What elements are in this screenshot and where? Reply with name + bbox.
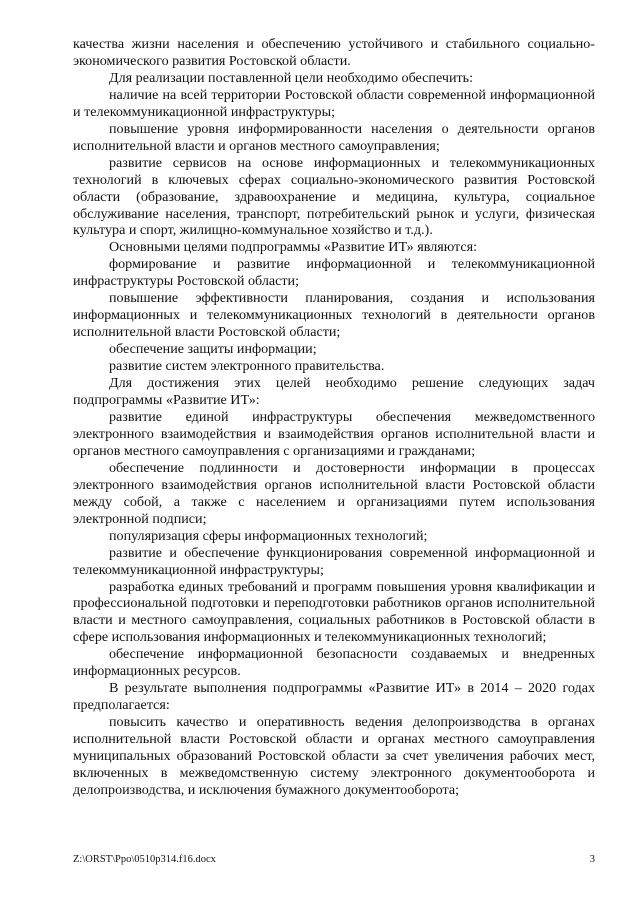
list-item: обеспечение информационной безопасности создаваемых и внедренных информационных ресурсов.	[73, 646, 595, 680]
page-number: 3	[589, 854, 595, 865]
list-item: повышение уровня информированности населения о деятельности органов исполнительной власти и органов местного самоуправления;	[73, 120, 595, 154]
list-item: формирование и развитие информационной и телекоммуникационной инфраструктуры Ростовской области;	[73, 256, 595, 290]
paragraph: В результате выполнения подпрограммы «Развитие ИТ» в 2014 – 2020 годах предполагается:	[73, 680, 595, 714]
paragraph-continuation: качества жизни населения и обеспечению устойчивого и стабильного социально-экономического развития Ростовской области.	[73, 36, 595, 69]
list-item: обеспечение подлинности и достоверности информации в процессах электронного взаимодействия органов исполнительной власти Ростовской области между собой, а также с населением и организациями путем использования электронной подписи;	[73, 459, 595, 527]
list-item: повышение эффективности планирования, создания и использования информационных и телекоммуникационных технологий в деятельности органов исполнительной власти Ростовской области;	[73, 290, 595, 341]
list-item: популяризация сферы информационных технологий;	[109, 527, 428, 544]
list-item: развитие систем электронного правительства.	[109, 358, 385, 375]
paragraph: Для реализации поставленной цели необходимо обеспечить:	[109, 69, 473, 86]
list-item: повысить качество и оперативность ведения делопроизводства в органах исполнительной власти Ростовской области и органах местного самоуправления муниципальных образований Ростовской области за счет увеличения рабочих мест, включенных в межведомственную систему электронного документооборота и делопроизводства, и исключения бумажного документооборота;	[73, 714, 595, 798]
document-body	[73, 36, 595, 799]
list-item: развитие сервисов на основе информационных и телекоммуникационных технологий в ключевых сферах социально-экономического развития Ростовской области (образование, здравоохранение и медицина, культура, социальное обслуживание населения, транспорт, потребительский рынок и услуги, физическая культура и спорт, жилищно-коммунальное хозяйство и т.д.).	[73, 154, 595, 239]
list-item: разработка единых требований и программ повышения уровня квалификации и профессиональной подготовки и переподготовки работников органов исполнительной власти и местного самоуправления, социальных работников в Ростовской области в сфере использования информационных и телекоммуникационных технологий;	[73, 578, 595, 646]
list-item: наличие на всей территории Ростовской области современной информационной и телекоммуникационной инфраструктуры;	[73, 86, 595, 120]
list-item: развитие единой инфраструктуры обеспечения межведомственного электронного взаимодействия и взаимодействия органов исполнительной власти и органов местного самоуправления с организациями и гражданами;	[73, 408, 595, 459]
paragraph: Основными целями подпрограммы «Развитие ИТ» являются:	[109, 239, 478, 256]
list-item: развитие и обеспечение функционирования современной информационной и телекоммуникационной инфраструктуры;	[73, 544, 595, 578]
paragraph: Для достижения этих целей необходимо решение следующих задач подпрограммы «Развитие ИТ»:	[73, 375, 595, 409]
footer-file-path: Z:\ORST\Ppo\0510p314.f16.docx	[73, 854, 216, 865]
list-item: обеспечение защиты информации;	[109, 341, 317, 358]
